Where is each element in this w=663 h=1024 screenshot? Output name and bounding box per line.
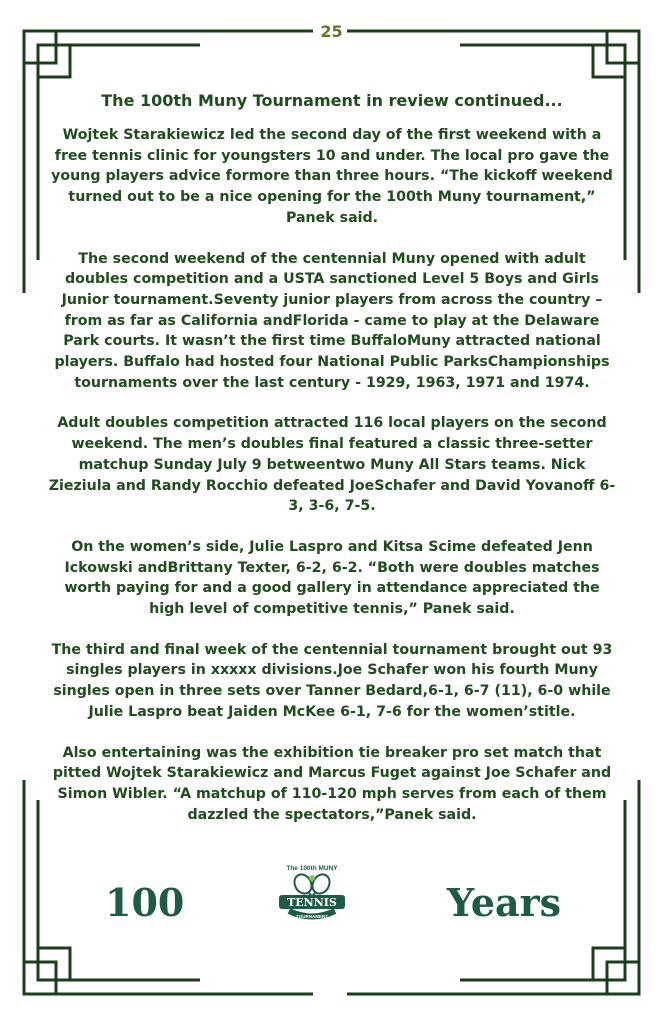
article xyxy=(46,91,618,845)
logo-top-text: The 100th MUNY xyxy=(286,865,338,872)
footer-number: 100 xyxy=(105,880,185,925)
footer-word: Years xyxy=(447,880,562,925)
paragraph: Also entertaining was the exhibition tie breaker pro set match that pitted Wojtek Starakiewicz and Marcus Fuget against Joe Schafer and Simon Wibler. “A matchup of 110-120 mph serves from each of them dazzled the spectators,”Panek said. xyxy=(52,744,612,823)
logo-main-text: TENNIS xyxy=(287,896,337,909)
article-title: The 100th Muny Tournament in review continued... xyxy=(101,91,563,110)
logo-bottom-text: TOURNAMENT xyxy=(296,914,328,919)
paragraph: Adult doubles competition attracted 116 local players on the second weekend. The men’s doubles final featured a classic three-setter matchup Sunday July 9 betweentwo Muny All Stars teams. Nick Zieziula and Randy Rocchio defeated JoeSchafer and David Yovanoff 6-3, 3-6, 7-5. xyxy=(48,415,616,515)
paragraph: Wojtek Starakiewicz led the second day of the first weekend with a free tennis clinic for youngsters 10 and under. The local pro gave the young players advice formore than three hours. “The kickoff weekend turned out to be a nice opening for the 100th Muny tournament,” Panek said. xyxy=(51,127,613,226)
page-number: 25 xyxy=(320,22,343,41)
paragraph: On the women’s side, Julie Laspro and Kitsa Scime defeated Jenn Ickowski andBrittany Texter, 6-2, 6-2. “Both were doubles matches worth paying for and a good gallery in attendance appreciated the high level of competitive tennis,” Panek said. xyxy=(64,538,600,618)
paragraph: The third and final week of the centennial tournament brought out 93 singles players in xxxxx divisions.Joe Schafer won his fourth Muny singles open in three sets over Tanner Bedard,6-1, 6-7 (11), 6-0 while Julie Laspro beat Jaiden McKee 6-1, 7-6 for the women’stitle. xyxy=(51,641,613,720)
paragraph: The second weekend of the centennial Muny opened with adult doubles competition and a USTA sanctioned Level 5 Boys and Girls Junior tournament.Seventy junior players from across the country – from as far as California andFlorida - came to play at the Delaware Park courts. It wasn’t the first time BuffaloMuny attracted national players. Buffalo had hosted four National Public ParksChampionships tournaments over the last century - 1929, 1963, 1971 and 1974. xyxy=(54,250,610,391)
tournament-logo xyxy=(277,862,347,924)
